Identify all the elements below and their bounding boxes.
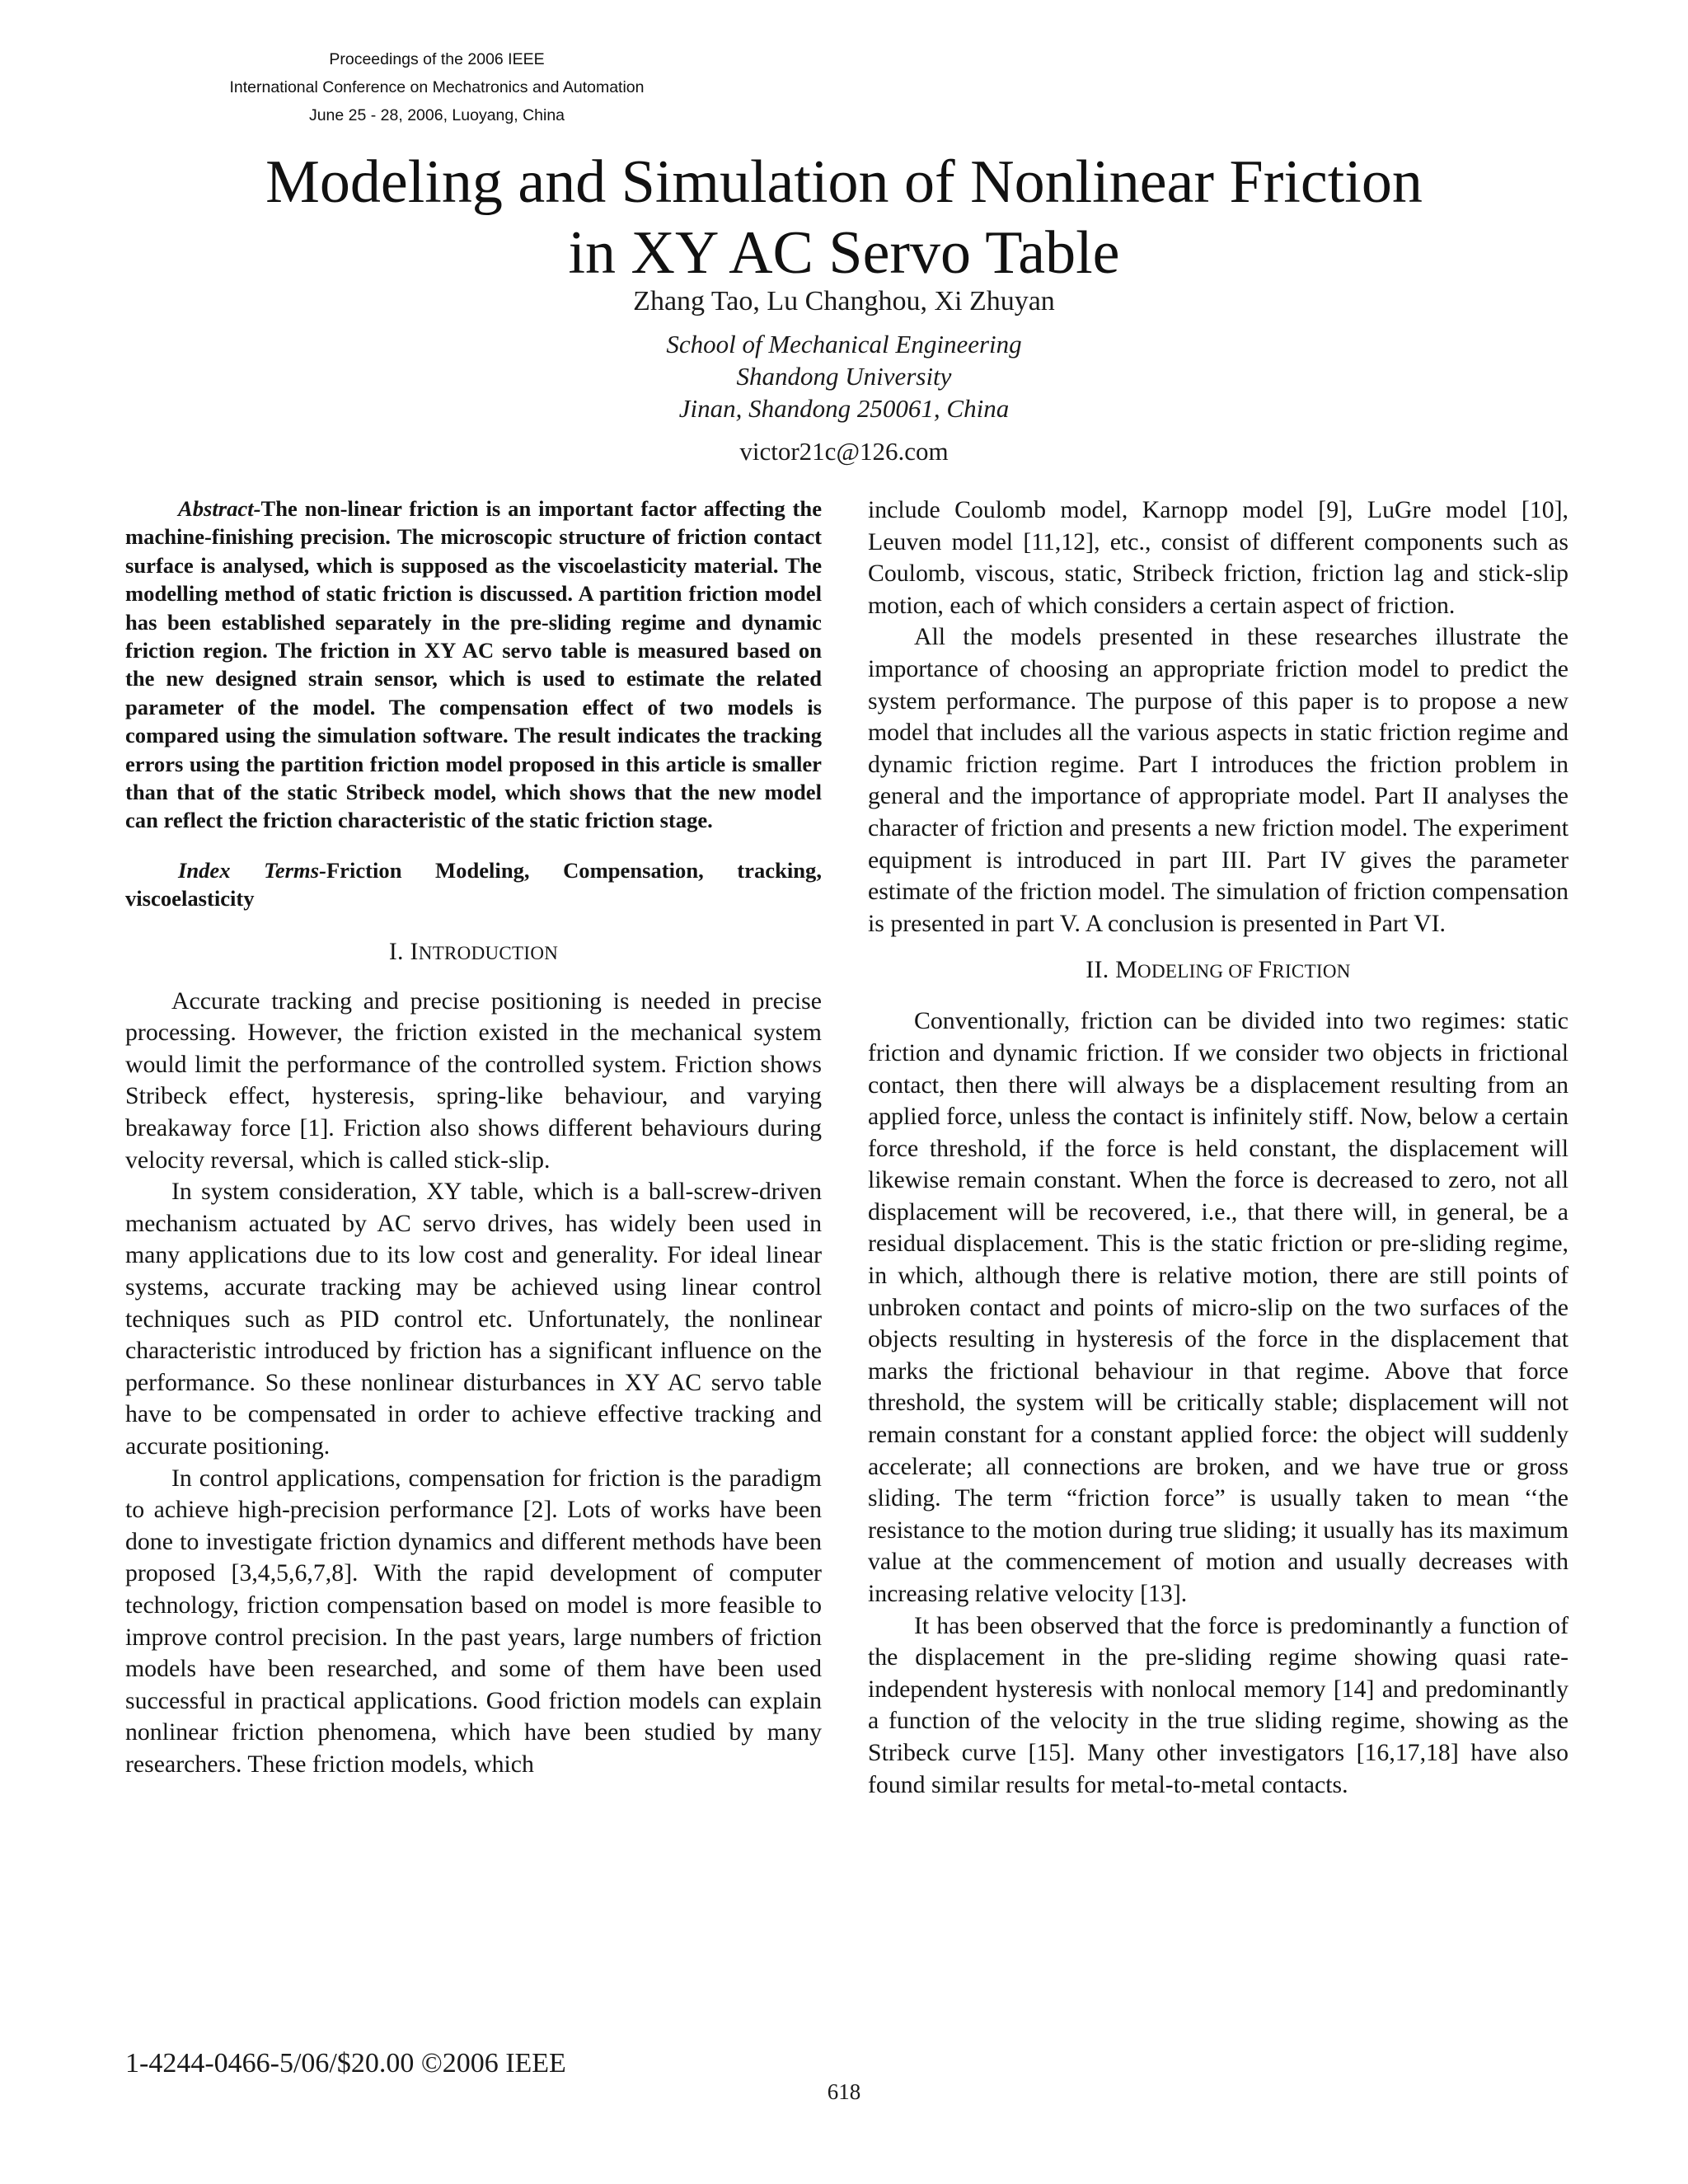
modeling-paragraph-2: It has been observed that the force is predominantly a function of the displacement in the pre-sliding regime showing quasi rate-independent hysteresis with nonlocal memory [14] and predominantly a function of the velocity in the true sliding regime, showing as the Stribeck curve [15]. Many other investigators [16,17,18] have also found similar results for metal-to-metal contacts. <box>868 1611 1568 1798</box>
intro-paragraph-4: All the models presented in these researches illustrate the importance of choosing an appropriate friction model to predict the system performance. The purpose of this paper is to propose a new model that includes all the various aspects in static friction regime and dynamic friction regime. Part I introduces the friction problem in general and the importance of appropriate model. Part II analyses the character of friction and presents a new friction model. The experiment equipment is introduced in part III. Part IV gives the parameter estimate of the friction model. The simulation of friction compensation is presented in part V. A conclusion is presented in Part VI. <box>868 623 1568 937</box>
section-1-initial: I <box>410 937 419 965</box>
affiliation-line-1: School of Mechanical Engineering <box>666 330 1022 359</box>
modeling-paragraph-1: Conventionally, friction can be divided into two regimes: static friction and dynamic friction. If we consider two objects in frictional contact, then there will always be a displacement resulting from an applied force, unless the contact is infinitely stiff. Now, below a certain force threshold, if the force is held constant, the displacement will likewise remain constant. When the force is decreased to zero, not all displacement will be recovered, i.e., that there will, in general, be a residual displacement. This is the static friction or pre-sliding regime, in which, although there is relative motion, there are still points of unbroken contact and points of micro-slip on the two surfaces of the objects resulting in hysteresis of the force in the displacement that marks the frictional behaviour in that regime. Above that force threshold, the system will be critically stable; displacement will not remain constant for a constant applied force: the object will suddenly accelerate; all connections are broken, and we have true or gross sliding. The term “friction force” is usually taken to mean ‘‘the resistance to the motion during true sliding; it usually has its maximum value at the commencement of motion and usually decreases with increasing relative velocity [13]. <box>868 1007 1568 1607</box>
paper-title <box>165 147 1523 288</box>
copyright-notice: 1-4244-0466-5/06/$20.00 ©2006 IEEE <box>125 2048 566 2079</box>
section-2-number: II. <box>1085 956 1116 984</box>
paper-title-line-2: in XY AC Servo Table <box>568 219 1120 287</box>
proceedings-line-2: International Conference on Mechatronics and Automation <box>229 78 645 96</box>
paper-title-line-1: Modeling and Simulation of Nonlinear Friction <box>265 148 1423 216</box>
right-column <box>868 494 1568 1801</box>
intro-paragraph-2: In system consideration, XY table, which is a ball-screw-driven mechanism actuated by AC servo drives, has widely been used in many applications due to its low cost and generality. For ideal linear systems, accurate tracking may be achieved using linear control techniques such as PID control etc. Unfortunately, the nonlinear characteristic introduced by friction has a significant influence on the performance. So these nonlinear disturbances in XY AC servo table have to be compensated in order to achieve effective tracking and accurate positioning. <box>125 1178 822 1460</box>
index-terms-text: Friction Modeling, Compensation, tracking, viscoelasticity <box>125 857 822 912</box>
intro-paragraph-3: In control applications, compensation for friction is the paradigm to achieve high-precision performance [2]. Lots of works have been done to investigate friction dynamics and different methods have been proposed [3,4,5,6,7,8]. With the rapid development of computer technology, friction compensation based on model is more feasible to improve control precision. In the past years, large numbers of friction models have been researched, and some of them have been used successful in practical applications. Good friction models can explain nonlinear friction phenomena, which have been studied by many researchers. These friction models, which <box>125 1464 822 1778</box>
affiliation <box>165 328 1523 424</box>
intro-paragraph-3-continued: include Coulomb model, Karnopp model [9], LuGre model [10], Leuven model [11,12], etc., consist of different components such as Coulomb, viscous, static, Stribeck friction, friction lag and stick-slip motion, each of which considers a certain aspect of friction. <box>868 496 1568 619</box>
section-2-title-rest-2: RICTION <box>1272 961 1351 982</box>
proceedings-header <box>165 45 709 129</box>
affiliation-line-3: Jinan, Shandong 250061, China <box>678 394 1010 423</box>
author-email: victor21c@126.com <box>739 437 949 466</box>
proceedings-line-3: June 25 - 28, 2006, Luoyang, China <box>308 106 565 124</box>
section-2-title-rest: ODELING OF <box>1137 961 1259 982</box>
section-2-initial: M <box>1115 956 1138 984</box>
index-terms <box>125 856 822 913</box>
section-1-number: I. <box>388 937 410 965</box>
abstract-label: Abstract- <box>178 496 261 521</box>
author-list: Zhang Tao, Lu Changhou, Xi Zhuyan <box>633 286 1055 316</box>
page-number: 618 <box>827 2079 861 2104</box>
abstract-text: The non-linear friction is an important factor affecting the machine-finishing precision. The microscopic structure of friction contact surface is analysed, which is supposed as the viscoelasticity material. The modelling method of static friction is discussed. A partition friction model has been established separately in the pre-sliding regime and dynamic friction region. The friction in XY AC servo table is measured based on the new designed strain sensor, which is used to estimate the related parameter of the model. The compensation effect of two models is compared using the simulation software. The result indicates the tracking errors using the partition friction model proposed in this article is smaller than that of the static Stribeck model, which shows that the new model can reflect the friction characteristic of the static friction stage. <box>125 496 822 833</box>
left-column <box>125 494 822 1781</box>
section-heading-modeling-of-friction <box>868 954 1568 987</box>
section-2-initial-2: F <box>1258 956 1273 984</box>
affiliation-line-2: Shandong University <box>736 362 952 391</box>
abstract <box>125 494 822 835</box>
proceedings-line-1: Proceedings of the 2006 IEEE <box>329 50 545 68</box>
section-1-title-rest: NTRODUCTION <box>418 942 559 963</box>
intro-paragraph-1: Accurate tracking and precise positioning is needed in precise processing. However, the friction existed in the mechanical system would limit the performance of the controlled system. Friction shows Stribeck effect, hysteresis, spring-like behaviour, and varying breakaway force [1]. Friction also shows different behaviours during velocity reversal, which is called stick-slip. <box>125 987 822 1174</box>
section-heading-introduction <box>125 936 822 969</box>
index-terms-label: Index Terms- <box>178 857 326 883</box>
